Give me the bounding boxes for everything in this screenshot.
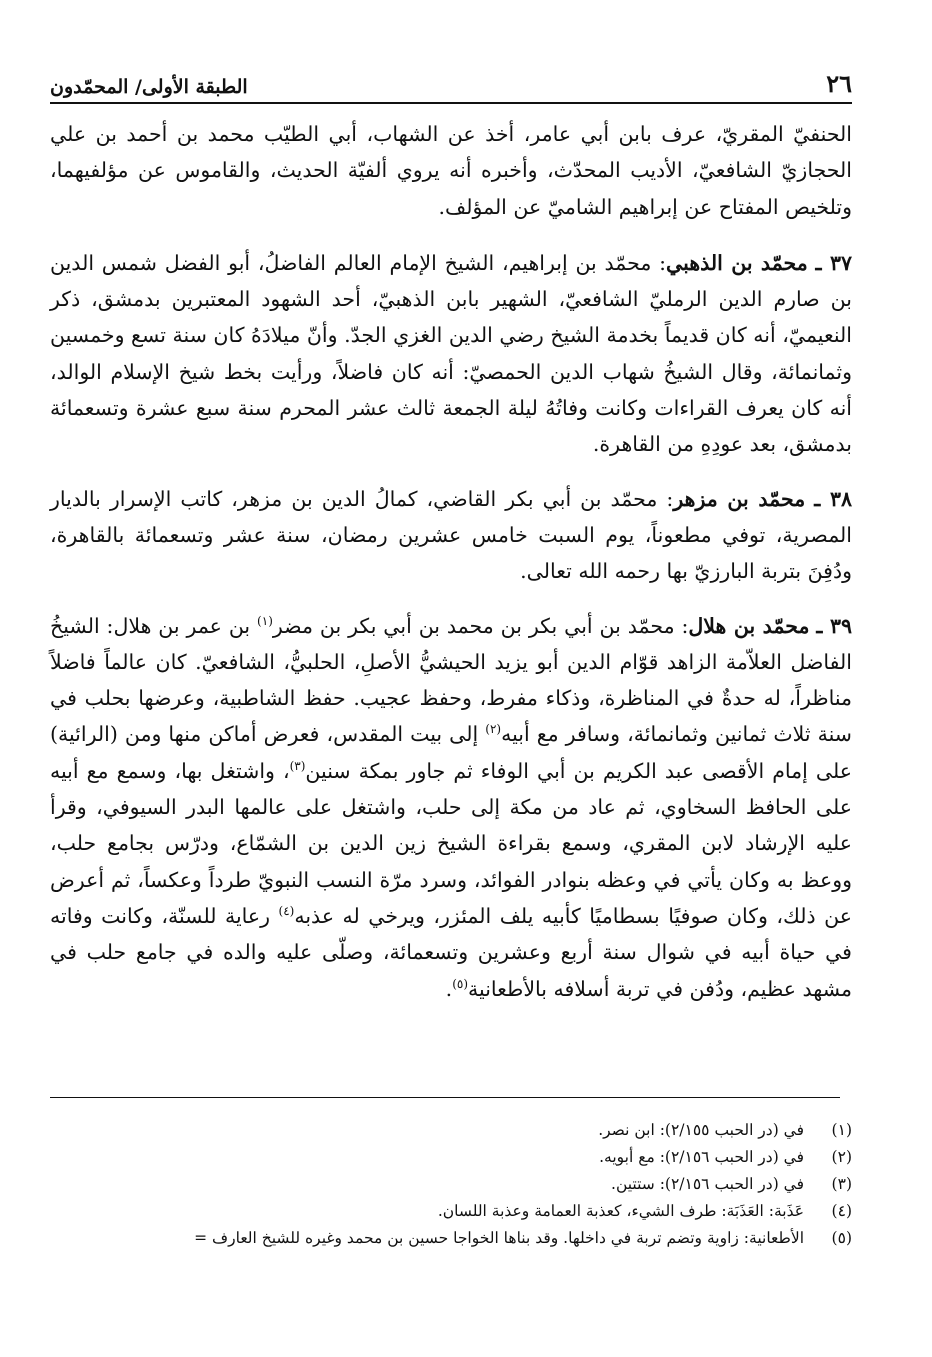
entry-text-part: . (445, 976, 453, 1001)
footnote-number: (١) (831, 1121, 852, 1139)
header-title: الطبقة الأولى/ المحمّدون (50, 76, 248, 98)
entry-37 (50, 245, 852, 463)
footnote-ref[interactable]: (٢) (485, 722, 502, 737)
entry-38 (50, 481, 852, 590)
running-header (50, 62, 852, 104)
footnote-number: (٢) (831, 1148, 852, 1166)
footnote-ref[interactable]: (٣) (289, 758, 306, 773)
main-text (50, 116, 852, 1025)
footnote-number: (٥) (831, 1229, 852, 1247)
footnote-text: في (در الحبب ٢/١٥٦): ستتين. (611, 1175, 804, 1193)
entry-text-part: رعاية للسنّة، وكانت وفاته في حياة أبيه في شوال سنة أربع وعشرين وتسعمائة، وصلّى عليه والده في جامع حلب في مشهد عظيم، ودُفن في تربة أسلافه بالأطعانية (50, 903, 852, 1001)
entry-39 (50, 608, 852, 1007)
footnote-divider (50, 1097, 840, 1098)
footnote-item (25, 1198, 852, 1225)
entry-name: محمّد بن الذهبي (666, 250, 808, 275)
footnote-ref[interactable]: (٤) (278, 904, 295, 919)
footnote-ref[interactable]: (٥) (452, 976, 469, 991)
entry-text-part: ، واشتغل بها، وسمع مع أبيه على الحافظ السخاوي، ثم عاد من مكة إلى حلب، واشتغل على عالمها البدر السيوفي، وقرأ عليه الإرشاد لابن المقري، وسمع بقراءة الشيخ زين الدين بن الشمّاع، ودرّس بجامع حلب، ووعظ به وكان يأتي في وعظه بنوادر الفوائد، وسرد مرّة النسب النبويّ طرداً وعكساً، ثم أعرض عن ذلك، وكان صوفيًا بسطاميًا كأبيه يلف المئزر، ويرخي له عذبه (50, 758, 853, 928)
entry-name: محمّد بن مزهر (673, 486, 806, 511)
entry-name: محمّد بن هلال (688, 613, 810, 638)
footnote-text: عَذَبة: العَذَبَة: طرف الشيء، كعذبة العمامة وعذبة اللسان. (437, 1202, 804, 1220)
entry-number: ٣٨ ـ (814, 486, 852, 511)
footnote-text: الأطعانية: زاوية وتضم تربة في داخلها. وقد بناها الخواجا حسين بن محمد وغيره للشيخ العارف = (194, 1229, 804, 1247)
page-number: ٢٦ (826, 69, 852, 98)
footnote-text: في (در الحبب ٢/١٥٥): ابن نصر. (598, 1121, 804, 1139)
continued-paragraph (50, 116, 852, 225)
footnotes-section (25, 1117, 852, 1252)
footnote-number: (٤) (831, 1202, 852, 1220)
footnote-ref[interactable]: (١) (257, 613, 273, 628)
entry-number: ٣٧ ـ (815, 250, 852, 275)
entry-text-part: إلى بيت المقدس، فعرض أماكن منها ومن (الرائية) على إمام الأقصى عبد الكريم بن أبي الوفاء ثم جاور بمكة سنين (50, 722, 852, 783)
footnote-item (25, 1144, 852, 1171)
footnote-text: في (در الحبب ٢/١٥٦): مع أبويه. (599, 1148, 804, 1166)
footnote-item (25, 1225, 852, 1252)
entry-number: ٣٩ ـ (816, 613, 852, 638)
entry-text: : محمّد بن إبراهيم، الشيخ الإمام العالم الفاضلُ، أبو الفضل شمس الدين بن صارم الدين الرمليّ الشافعيّ، الشهير بابن الذهبيّ، أحد الشهود المعتبرين بدمشق، ذكر النعيميّ، أنه كان قديماً بخدمة الشيخ رضي الدين الغزي الجدّ. وأنّ ميلادَهُ كان سنة تسع وخمسين وثمانمائة، وقال الشيخُ شهاب الدين الحمصيّ: أنه كان فاضلاً، ورأيت بخط شيخ الإسلام الوالد، أنه كان يعرف القراءات وكانت وفاتُهُ ليلة الجمعة ثالث عشر المحرم سنة سبع عشرة وتسعمائة بدمشق، بعد عودِهِ من القاهرة. (50, 250, 852, 457)
footnote-item (25, 1117, 852, 1144)
paragraph-text: الحنفيّ المقريّ، عرف بابن أبي عامر، أخذ عن الشهاب، أبي الطيّب محمد بن أحمد بن علي الحجازيّ الشافعيّ، الأديب المحدّث، وأخبره أنه يروي ألفيّة الحديث، والقاموس عن مؤلفيهما، وتلخيص المفتاح عن إبراهيم الشاميّ عن المؤلف. (50, 122, 852, 219)
footnote-item (25, 1171, 852, 1198)
entry-text-part: : محمّد بن أبي بكر بن محمد بن أبي بكر بن مضر (272, 613, 689, 638)
entry-text-part: بن عمر بن هلال: الشيخُ الفاضل العلاّمة الزاهد قوّام الدين أبو يزيد الحيشيُّ الأصلِ، الحلبيُّ، الشافعيّ. كان عالماً فاضلاً مناظراً، له حدةٌ في المناظرة، وذكاء مفرط، وحفظ عجيب. حفظ الشاطبية، وعرضها بحلب في سنة ثلاث ثمانين وثمانمائة، وسافر مع أبيه (50, 613, 852, 747)
entry-text: : محمّد بن أبي بكر القاضي، كمالُ الدين بن مزهر، كاتب الإسرار بالديار المصرية، توفي مطعوناً، يوم السبت خامس عشرين رمضان، سنة عشر وتسعمائة بالقاهرة، ودُفِنَ بتربة البارزيّ بها رحمه الله تعالى. (50, 486, 852, 584)
footnote-number: (٣) (831, 1175, 852, 1193)
